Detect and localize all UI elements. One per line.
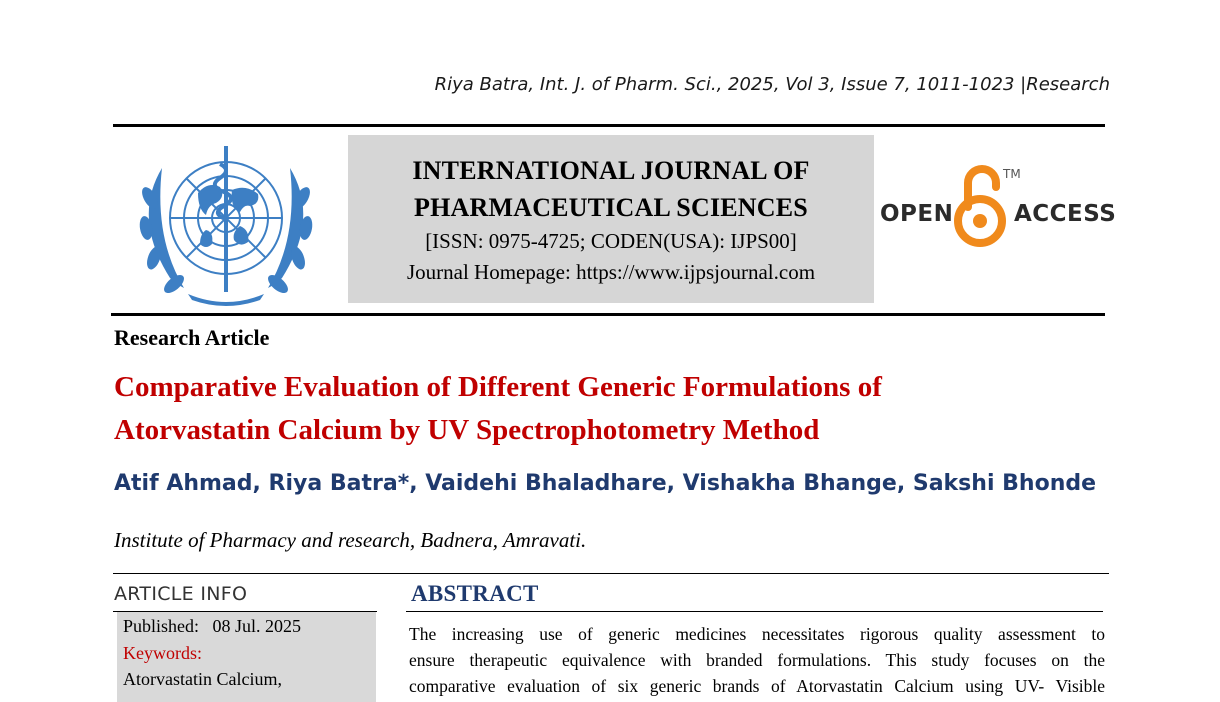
abstract-line: The increasing use of generic medicines necessitates rigorous quality assessment to <box>409 624 1105 644</box>
keyword-item: Atorvastatin Calcium, <box>123 669 282 689</box>
journal-name <box>348 152 874 226</box>
abstract-line: comparative evaluation of six generic brands of Atorvastatin Calcium using UV- Visible <box>409 676 1105 696</box>
section-divider <box>113 573 1109 574</box>
open-access-trademark: TM <box>1003 167 1021 181</box>
journal-homepage-link[interactable]: Journal Homepage: https://www.ijpsjournal.com <box>406 260 816 284</box>
article-title-line1: Comparative Evaluation of Different Generic Formulations of <box>114 371 882 403</box>
abstract-body <box>409 621 1105 699</box>
abstract-line: ensure therapeutic equivalence with branded formulations. This study focuses on the <box>409 650 1105 670</box>
masthead-bottom-rule <box>111 313 1105 316</box>
open-access-lock-icon <box>954 163 1006 256</box>
article-title-line2: Atorvastatin Calcium by UV Spectrophotometry Method <box>114 414 820 446</box>
published-date: 08 Jul. 2025 <box>212 616 302 636</box>
author-list: Atif Ahmad, Riya Batra*, Vaidehi Bhaladhare, Vishakha Bhange, Sakshi Bhonde <box>114 471 1097 496</box>
journal-emblem-icon <box>128 138 324 306</box>
article-info-heading: ARTICLE INFO <box>114 583 248 605</box>
journal-name-line2: PHARMACEUTICAL SCIENCES <box>414 193 808 222</box>
article-type-label: Research Article <box>114 325 270 350</box>
open-access-logo <box>880 163 1117 253</box>
journal-masthead <box>348 135 874 303</box>
published-label: Published: <box>123 616 200 636</box>
article-info-panel <box>117 612 376 702</box>
open-access-open-text: OPEN <box>880 201 954 227</box>
abstract-heading: ABSTRACT <box>411 581 539 606</box>
abstract-rule <box>406 611 1103 612</box>
journal-name-line1: INTERNATIONAL JOURNAL OF <box>412 156 810 185</box>
article-title <box>114 366 1014 452</box>
citation-header: Riya Batra, Int. J. of Pharm. Sci., 2025, Vol 3, Issue 7, 1011-1023 |Research <box>434 74 1110 95</box>
author-affiliation: Institute of Pharmacy and research, Badnera, Amravati. <box>114 528 587 552</box>
open-access-access-text: ACCESS <box>1014 201 1117 227</box>
published-row <box>123 616 301 637</box>
journal-issn: [ISSN: 0975-4725; CODEN(USA): IJPS00] <box>425 229 797 253</box>
top-rule <box>113 124 1105 127</box>
keywords-label: Keywords: <box>123 643 202 663</box>
